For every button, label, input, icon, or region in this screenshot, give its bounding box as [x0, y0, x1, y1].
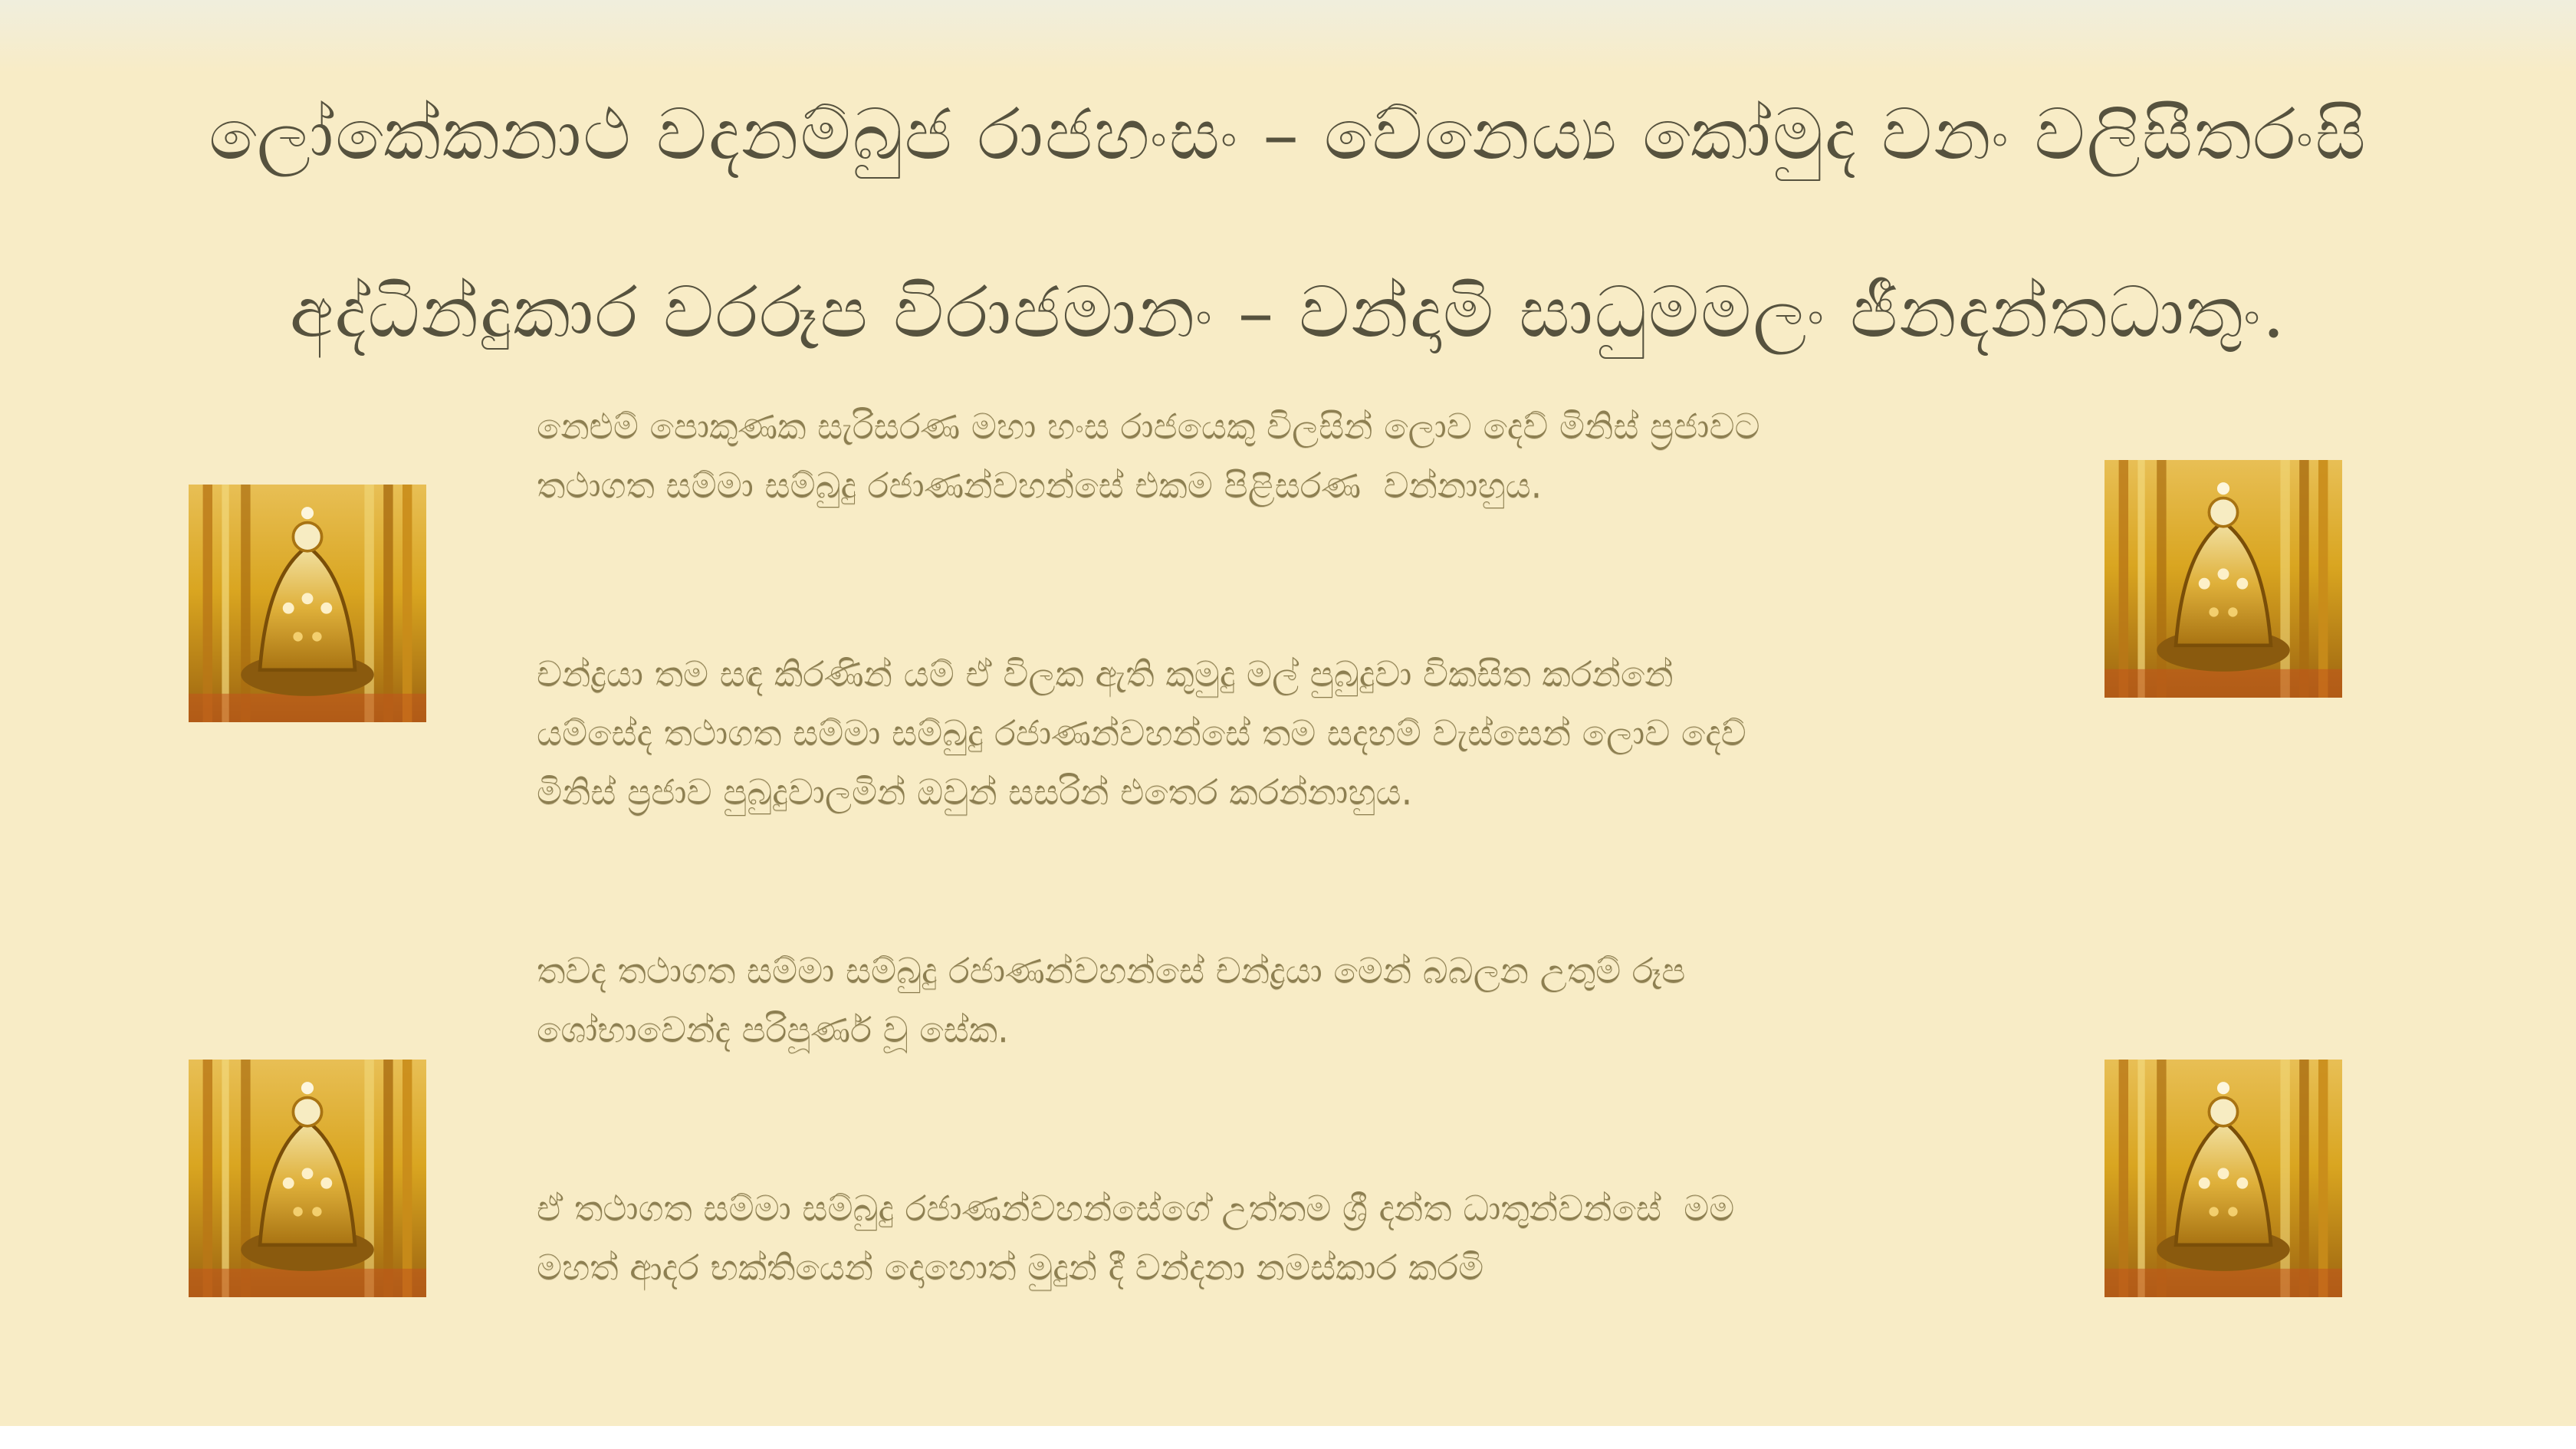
- paragraph-line: මිනිස් ප්‍රජාව පුබුදුවාලමින් ඔවුන් සසරින් එතෙර කරන්නාහුය.: [537, 771, 1413, 813]
- paragraph-line: තථාගත සම්මා සම්බුදු රජාණන්වහන්සේ එකම පිළිසරණ වන්නාහුය.: [537, 465, 1543, 506]
- body-paragraph-1: [537, 397, 2032, 515]
- paragraph-line: ශෝභාවෙන්ද පරිපූර්ණ වූ සේක.: [537, 1009, 1009, 1050]
- golden-relic-image-bottom-right: [2104, 1060, 2342, 1297]
- paragraph-line: තවද තථාගත සම්මා සම්බුදු රජාණන්වහන්සේ චන්ද්‍රයා මෙන් බබලන උතුම් රූප: [537, 950, 1686, 991]
- paragraph-line: මහත් ආදර භක්තියෙන් දොහොත් මුදුන් දී වන්දනා නමස්කාර කරමි: [537, 1247, 1484, 1288]
- bottom-white-strip: [0, 1426, 2576, 1449]
- paragraph-line: චන්ද්‍රයා තම සඳ කිරණින් යම් ඒ විලක ඇති කුමුදු මල් පුබුදුවා විකසිත කරන්නේ: [537, 653, 1674, 695]
- golden-relic-image-top-left: [189, 485, 426, 722]
- title-line-1: ලෝකේකනාථ වදනම්බුජ රාජහංසං – වේනෙය්‍ය කෝමුද වනං වලිසීතරංසි: [209, 94, 2367, 176]
- title-line-2: අද්ධින්දුකාර වරරූප විරාජමානං – වන්දාමි සාධුමමලං ජීනදන්තධාතුං.: [289, 271, 2287, 353]
- golden-relic-image-top-right: [2104, 460, 2342, 698]
- paragraph-line: නෙළුම් පොකුණක සැරිසරණ මහා හංස රාජයෙකු විලසින් ලොව දෙව් මිනිස් ප්‍රජාවට: [537, 406, 1760, 447]
- body-paragraph-2: [537, 645, 2032, 822]
- paragraph-line: ඒ තථාගත සම්මා සම්බුදු රජාණන්වහන්සේගේ උත්තම ශ්‍රී දන්ත ධාතුන්වන්සේ මම: [537, 1188, 1735, 1229]
- body-paragraph-4: [537, 1179, 2032, 1297]
- body-paragraph-3: [537, 941, 2032, 1060]
- slide-title: [0, 46, 2576, 402]
- paragraph-line: යම්සේද තථාගත සම්මා සම්බුදු රජාණන්වහන්සේ තම සදහම් වැස්සෙන් ලොව දෙව්: [537, 712, 1746, 754]
- golden-relic-image-bottom-left: [189, 1060, 426, 1297]
